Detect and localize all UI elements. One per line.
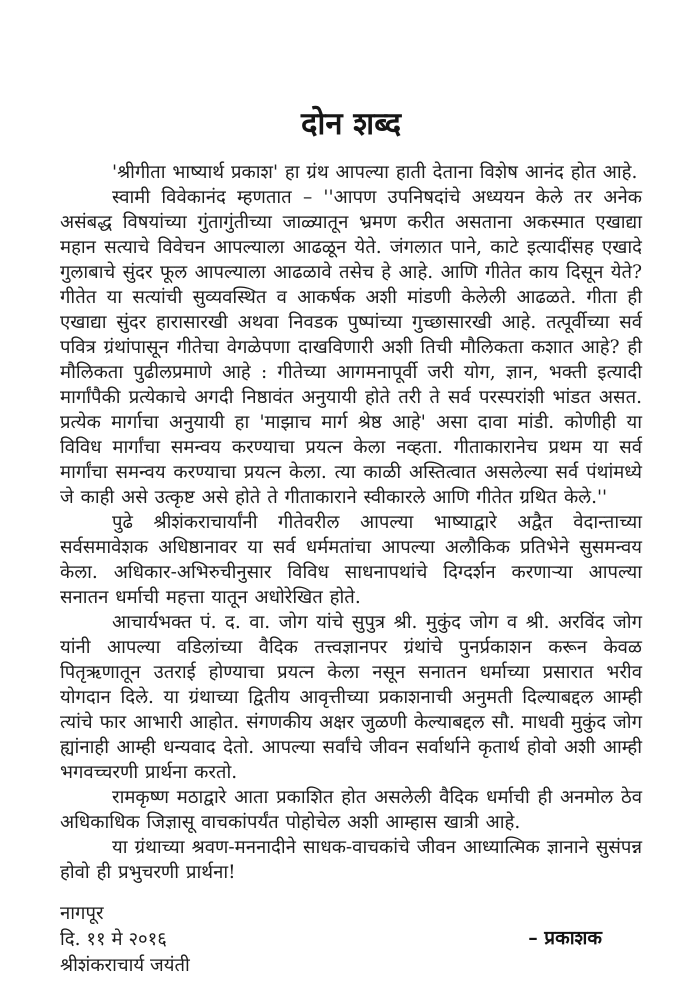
paragraph-acknowledgements: आचार्यभक्त पं. द. वा. जोग यांचे सुपुत्र श्री. मुकुंद जोग व श्री. अरविंद जोग यांनी आपल्या वडिलांच्या वैदिक तत्त्वज्ञानपर ग्रंथांचे पुनर्प्रकाशन करून केवळ पितृऋणातून उतराई होण्याचा प्रयत्न केला नसून सनातन धर्माच्या प्रसारात भरीव योगदान दिले. या ग्रंथाच्या द्वितीय आवृत्तीच्या प्रकाशनाची अनुमती दिल्याबद्दल आम्ही त्यांचे फार आभारी आहोत. संगणकीय अक्षर जुळणी केल्याबद्दल सौ. माधवी मुकुंद जोग ह्यांनाही आम्ही धन्यवाद देतो. आपल्या सर्वांचे जीवन सर्वार्थाने कृतार्थ होवो अशी आम्ही भगवच्चरणी प्रार्थना करतो. [60, 612, 642, 783]
footer-date: दि. ११ मे २०१६ [60, 929, 167, 950]
paragraph-vivekananda-quote: स्वामी विवेकानंद म्हणतात – ''आपण उपनिषदांचे अध्ययन केले तर अनेक असंबद्ध विषयांच्या गुंतागुंतीच्या जाळ्यातून भ्रमण करीत असताना अकस्मात एखाद्या महान सत्याचे विवेचन आपल्याला आढळून येते. जंगलात पाने, काटे इत्यादींसह एखादे गुलाबाचे सुंदर फूल आपल्याला आढळावे तसेच हे आहे. आणि गीतेत काय दिसून येते? गीतेत या सत्यांची सुव्यवस्थित व आकर्षक अशी मांडणी केलेली आढळते. गीता ही एखाद्या सुंदर हारासारखी अथवा निवडक पुष्पांच्या गुच्छासारखी आहे. तत्पूर्वीच्या सर्व पवित्र ग्रंथांपासून गीतेचा वेगळेपणा दाखविणारी अशी तिची मौलिकता कशात आहे? ही मौलिकता पुढीलप्रमाणे आहे : गीतेच्या आगमनापूर्वी जरी योग, ज्ञान, भक्ती इत्यादी मार्गांपैकी प्रत्येकाचे अगदी निष्ठावंत अनुयायी होते तरी ते सर्व परस्परांशी भांडत असत. प्रत्येक मार्गाचा अनुयायी हा 'माझाच मार्ग श्रेष्ठ आहे' असा दावा मांडी. कोणीही या विविध मार्गांचा समन्वय करण्याचा प्रयत्न केला नव्हता. गीताकारानेच प्रथम या सर्व मार्गांचा समन्वय करण्याचा प्रयत्न केला. त्या काळी अस्तित्वात असलेल्या सर्व पंथांमध्ये जे काही असे उत्कृष्ट असे होते ते गीताकाराने स्वीकारले आणि गीतेत ग्रथित केले.'' [60, 187, 642, 508]
publisher-signature: – प्रकाशक [528, 927, 602, 949]
paragraph-intro: 'श्रीगीता भाष्यार्थ प्रकाश' हा ग्रंथ आपल्या हाती देताना विशेष आनंद होत आहे. [112, 162, 638, 183]
footer-occasion: श्रीशंकराचार्य जयंती [60, 955, 190, 976]
footer-place: नागपूर [60, 903, 104, 924]
paragraph-ramkrishna-math: रामकृष्ण मठाद्वारे आता प्रकाशित होत असलेली वैदिक धर्माची ही अनमोल ठेव अधिकाधिक जिज्ञासू वाचकांपर्यंत पोहोचेल अशी आम्हास खात्री आहे. [60, 787, 642, 833]
paragraph-shankaracharya: पुढे श्रीशंकराचार्यांनी गीतेवरील आपल्या भाष्याद्वारे अद्वैत वेदान्ताच्या सर्वसमावेशक अधिष्ठानावर या सर्व धर्ममतांचा आपल्या अलौकिक प्रतिभेने सुसमन्वय केला. अधिकार-अभिरुचीनुसार विविध साधनापथांचे दिग्दर्शन करणाऱ्या आपल्या सनातन धर्माची महत्ता यातून अधोरेखित होते. [60, 512, 642, 608]
footer [60, 901, 642, 979]
page-title: दोन शब्द [300, 106, 402, 142]
paragraph-closing-prayer: या ग्रंथाच्या श्रवण-मननादीने साधक-वाचकांचे जीवन आध्यात्मिक ज्ञानाने सुसंपन्न होवो ही प्रभुचरणी प्रार्थना! [60, 837, 642, 883]
